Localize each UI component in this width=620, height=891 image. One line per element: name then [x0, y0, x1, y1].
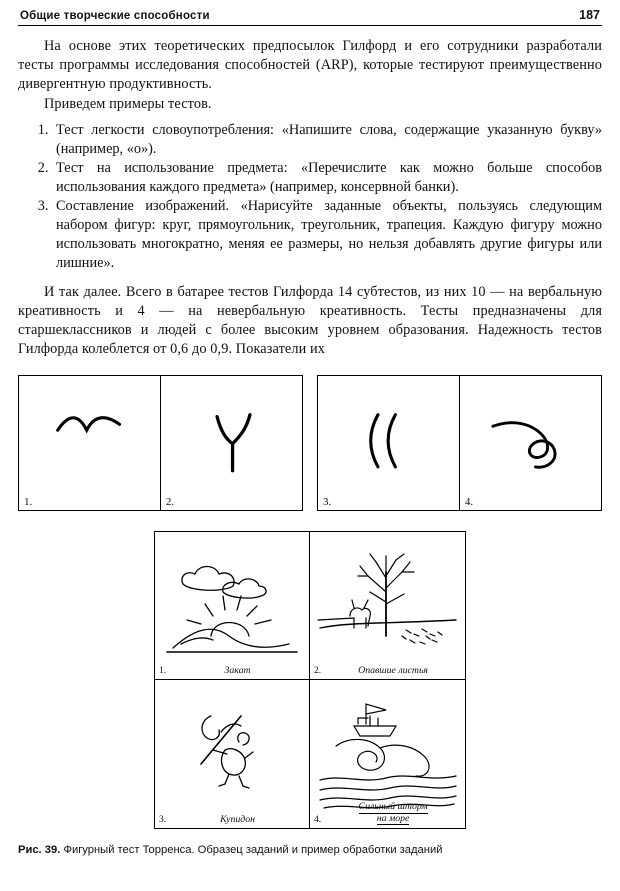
- drawing-number: 4.: [314, 815, 322, 825]
- page-header: [18, 0, 602, 26]
- stimulus-number: 2.: [165, 496, 175, 508]
- drawing-cell-3: [155, 680, 310, 828]
- drawing-cell-2: [310, 532, 465, 680]
- figure-caption: [18, 843, 602, 857]
- drawing-cell-4: [310, 680, 465, 828]
- stimulus-cell-3: [317, 375, 460, 511]
- figure-pair-right: [317, 375, 602, 511]
- drawing-title-line1: Сильный шторм: [358, 801, 428, 813]
- page-number: 187: [579, 8, 600, 22]
- stimulus-number: 4.: [464, 496, 474, 508]
- figure-caption-label: Рис. 39.: [18, 844, 61, 856]
- drawing-title: Купидон: [220, 813, 256, 825]
- figure-gap: [303, 375, 317, 511]
- double-arc-stimulus-icon: [318, 376, 459, 508]
- bare-tree-drawing-icon: [310, 532, 465, 680]
- stimulus-cell-1: [18, 375, 161, 511]
- y-shape-stimulus-icon: [161, 376, 302, 508]
- wavy-line-stimulus-icon: [19, 376, 160, 508]
- stimulus-number: 1.: [24, 496, 33, 508]
- drawing-caption-1: [155, 666, 309, 676]
- list-item: 1. Тест легкости словоупотребления: «Напишите слова, содержащие указанную букву» (например, «о»).: [52, 121, 602, 159]
- paragraph-3: И так далее. Всего в батарее тестов Гилфорда 14 субтестов, из них 10 — на вербальную креативность и 4 — на невербальную креативность. Тесты предназначены для старшеклассников и людей с более высоким уровнем образования. Надежность тестов Гилфорда колеблется от 0,6 до 0,9. Показатели их: [18, 284, 602, 357]
- sunset-drawing-icon: [155, 532, 310, 680]
- drawing-number: 1.: [159, 666, 167, 676]
- figure-bottom-grid: [154, 531, 466, 829]
- figure-caption-text: Фигурный тест Торренса. Образец заданий и пример обработки заданий: [63, 844, 443, 856]
- list-item: 2. Тест на использование предмета: «Перечислите как можно больше способов использования каждого предмета» (например, консервной банки).: [52, 159, 602, 197]
- stimulus-cell-4: [459, 375, 602, 511]
- drawing-title: Закат: [224, 664, 251, 676]
- cupid-drawing-icon: [155, 680, 310, 828]
- list-item: 3. Составление изображений. «Нарисуйте заданные объекты, пользуясь следующим набором фигур: круг, прямоугольник, треугольник, трапеция. Каждую фигуру можно использовать многократно, меняя ее размеры, но нельзя добавлять другие фигуры или лишние».: [52, 197, 602, 273]
- drawing-title: [325, 802, 461, 825]
- drawing-title-line2: на море: [376, 812, 410, 824]
- drawing-caption-3: [155, 815, 309, 825]
- paragraph-1: На основе этих теоретических предпосылок Гилфорд и его сотрудники разработали тесты программы исследования способностей (ARP), которые тестируют преимущественно дивергентную продуктивность.: [18, 38, 602, 92]
- drawing-title: Опавшие листья: [358, 664, 428, 676]
- drawing-cell-1: [155, 532, 310, 680]
- drawing-number: 2.: [314, 666, 322, 676]
- paragraph-2: Приведем примеры тестов.: [44, 96, 212, 112]
- figure-pair-left: [18, 375, 303, 511]
- spiral-stimulus-icon: [460, 376, 601, 508]
- header-title: Общие творческие способности: [20, 10, 210, 22]
- drawing-number: 3.: [159, 815, 167, 825]
- stimulus-number: 3.: [323, 496, 332, 508]
- figure-top-row: [18, 375, 602, 511]
- drawing-caption-4: [310, 802, 465, 825]
- stimulus-cell-2: [160, 375, 303, 511]
- test-examples-list: [18, 121, 602, 273]
- drawing-caption-2: [310, 666, 465, 676]
